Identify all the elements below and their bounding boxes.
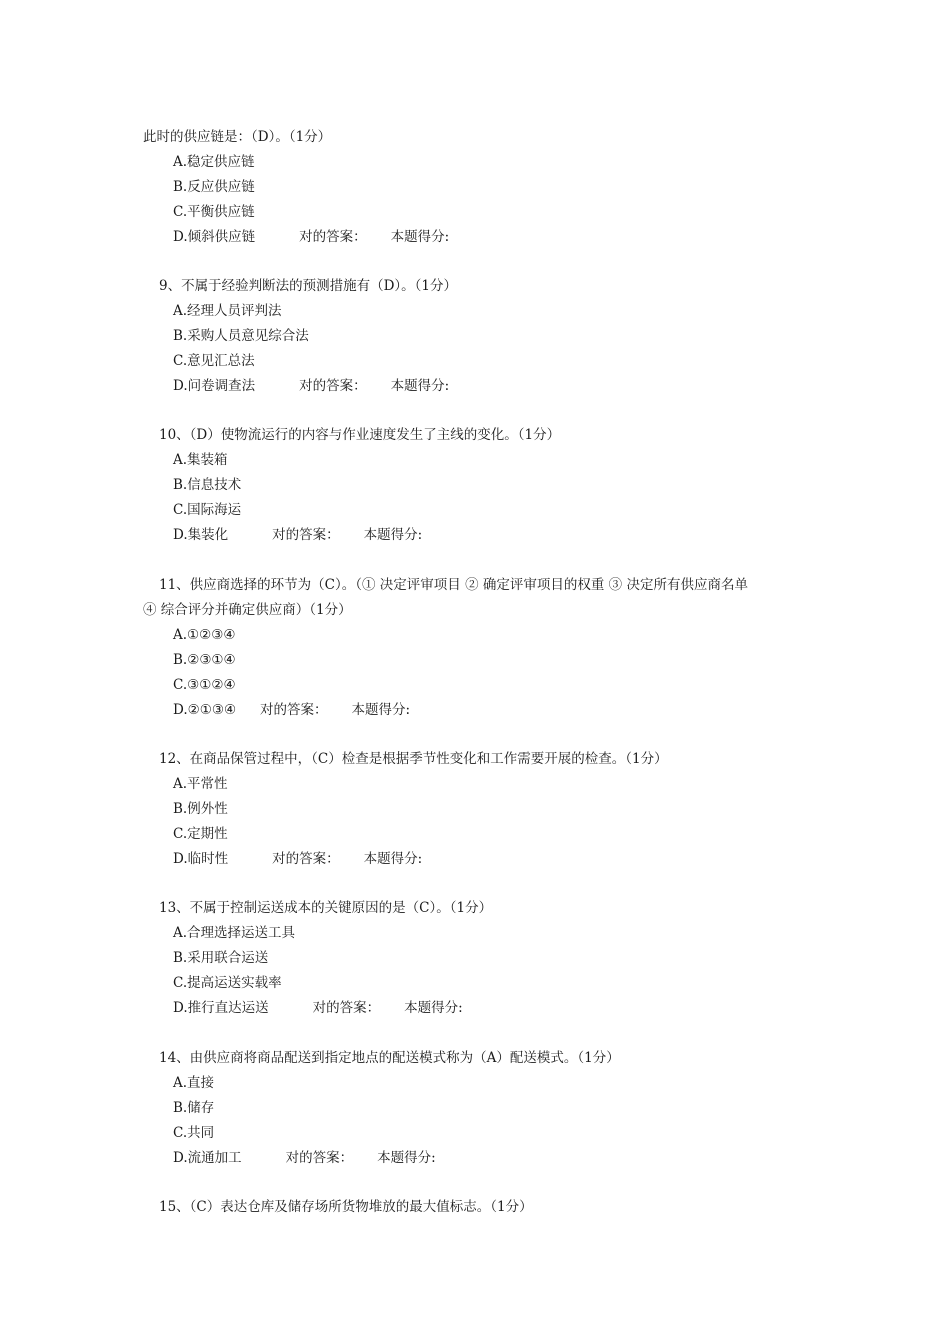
option-b: B.②③①④ bbox=[173, 652, 236, 668]
option-b: B.采用联合运送 bbox=[173, 950, 269, 966]
score-label: 本题得分: bbox=[363, 851, 423, 867]
option-d-row bbox=[173, 525, 422, 545]
option-a: A.集装箱 bbox=[173, 452, 228, 468]
question-stem-continued: ④ 综合评分并确定供应商）（1分） bbox=[143, 602, 352, 618]
question-stem: 10、（D）使物流运行的内容与作业速度发生了主线的变化。（1分） bbox=[159, 427, 561, 443]
question-stem: 9、不属于经验判断法的预测措施有（D）。（1分） bbox=[159, 278, 458, 294]
option-d-row bbox=[173, 227, 449, 247]
option-d-row bbox=[173, 998, 463, 1018]
option-a: A.①②③④ bbox=[173, 627, 236, 643]
option-b: B.反应供应链 bbox=[173, 179, 255, 195]
correct-answer-label: 对的答案： bbox=[260, 702, 328, 718]
option-c: C.国际海运 bbox=[173, 502, 242, 518]
option-d-row bbox=[173, 849, 422, 869]
option-b: B.采购人员意见综合法 bbox=[173, 328, 309, 344]
question-stem: 此时的供应链是：（D）。（1分） bbox=[143, 129, 332, 145]
option-d: D.流通加工 bbox=[173, 1150, 242, 1166]
option-d-row bbox=[173, 700, 410, 720]
option-b: B.储存 bbox=[173, 1100, 215, 1116]
option-a: A.直接 bbox=[173, 1075, 215, 1091]
score-label: 本题得分: bbox=[351, 702, 411, 718]
question-stem: 13、不属于控制运送成本的关键原因的是（C）。（1分） bbox=[159, 900, 493, 916]
option-d: D.倾斜供应链 bbox=[173, 229, 256, 245]
option-c: C.共同 bbox=[173, 1125, 215, 1141]
score-label: 本题得分: bbox=[390, 229, 450, 245]
option-d: D.推行直达运送 bbox=[173, 1000, 269, 1016]
option-d: D.②①③④ bbox=[173, 702, 237, 718]
option-d: D.临时性 bbox=[173, 851, 229, 867]
correct-answer-label: 对的答案： bbox=[272, 527, 340, 543]
question-stem: 15、（C）表达仓库及储存场所货物堆放的最大值标志。（1分） bbox=[159, 1199, 533, 1215]
option-d: D.集装化 bbox=[173, 527, 229, 543]
option-b: B.信息技术 bbox=[173, 477, 242, 493]
option-b: B.例外性 bbox=[173, 801, 228, 817]
question-stem: 12、在商品保管过程中，（C）检查是根据季节性变化和工作需要开展的检查。（1分） bbox=[159, 751, 668, 767]
option-c: C.③①②④ bbox=[173, 677, 236, 693]
option-d: D.问卷调查法 bbox=[173, 378, 256, 394]
option-c: C.提高运送实载率 bbox=[173, 975, 282, 991]
option-d-row bbox=[173, 376, 449, 396]
option-c: C.定期性 bbox=[173, 826, 228, 842]
correct-answer-label: 对的答案： bbox=[272, 851, 340, 867]
score-label: 本题得分: bbox=[390, 378, 450, 394]
option-d-row bbox=[173, 1148, 436, 1168]
question-stem: 11、供应商选择的环节为（C）。（① 决定评审项目 ② 确定评审项目的权重 ③ 决定所有供应商名单 bbox=[159, 577, 748, 593]
option-a: A.平常性 bbox=[173, 776, 228, 792]
correct-answer-label: 对的答案： bbox=[285, 1150, 354, 1166]
score-label: 本题得分: bbox=[363, 527, 423, 543]
option-a: A.合理选择运送工具 bbox=[173, 925, 296, 941]
option-a: A.稳定供应链 bbox=[173, 154, 255, 170]
option-a: A.经理人员评判法 bbox=[173, 303, 282, 319]
option-c: C.意见汇总法 bbox=[173, 353, 255, 369]
correct-answer-label: 对的答案： bbox=[299, 229, 367, 245]
score-label: 本题得分: bbox=[404, 1000, 463, 1016]
correct-answer-label: 对的答案： bbox=[312, 1000, 381, 1016]
score-label: 本题得分: bbox=[377, 1150, 436, 1166]
correct-answer-label: 对的答案： bbox=[299, 378, 367, 394]
option-c: C.平衡供应链 bbox=[173, 204, 255, 220]
question-stem: 14、由供应商将商品配送到指定地点的配送模式称为（A）配送模式。（1分） bbox=[159, 1050, 620, 1066]
